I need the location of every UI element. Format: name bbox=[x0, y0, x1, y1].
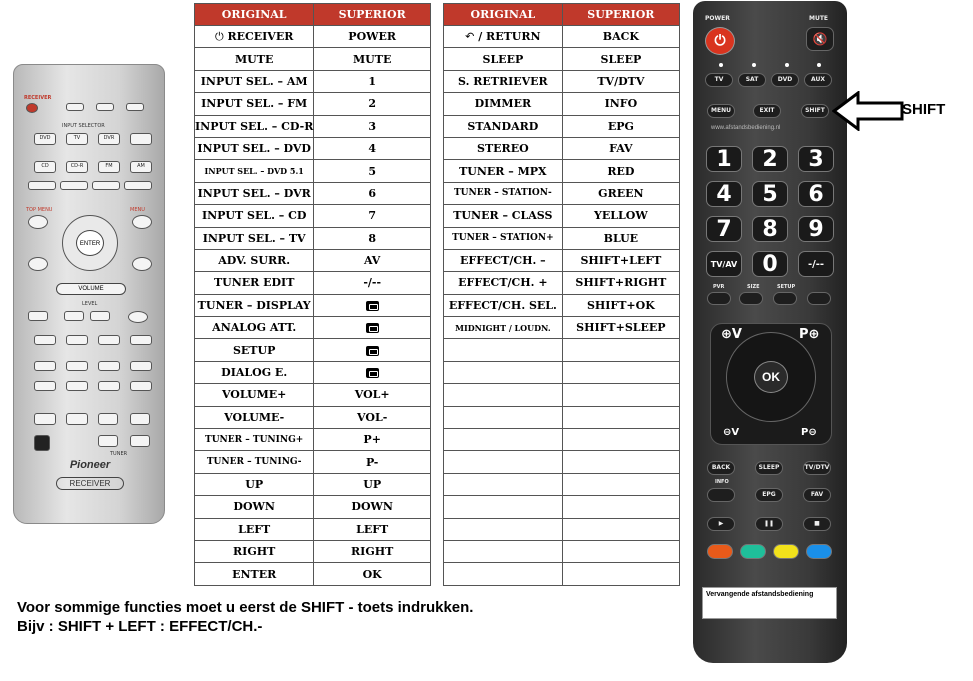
superior-cell: 5 bbox=[314, 160, 431, 182]
header-superior: SUPERIOR bbox=[562, 4, 679, 26]
superior-cell: GREEN bbox=[562, 182, 679, 204]
original-cell: TUNER – STATION- bbox=[444, 182, 563, 204]
table-row bbox=[444, 48, 680, 70]
table-row bbox=[444, 160, 680, 182]
empty-cell bbox=[444, 496, 563, 518]
original-cell: INPUT SEL. – CD bbox=[195, 205, 314, 227]
table-row bbox=[195, 115, 431, 137]
original-cell: INPUT SEL. – TV bbox=[195, 227, 314, 249]
table-row bbox=[444, 272, 680, 294]
empty-cell bbox=[444, 563, 563, 585]
pvr-label: PVR bbox=[713, 284, 725, 290]
stop-key: ■ bbox=[803, 517, 831, 531]
tuning-plus-key bbox=[98, 413, 118, 425]
tuner-edit-key bbox=[28, 257, 48, 271]
superior-cell: EPG bbox=[562, 115, 679, 137]
original-remote-image bbox=[13, 64, 165, 524]
ok-key: OK bbox=[754, 361, 788, 393]
exit-key: EXIT bbox=[753, 104, 781, 118]
original-cell: ENTER bbox=[195, 563, 314, 585]
original-cell: SLEEP bbox=[444, 48, 563, 70]
shift-key-original bbox=[34, 413, 56, 425]
pause-key bbox=[98, 361, 120, 371]
note-line-1: Voor sommige functies moet u eerst de SHIFT - toets indrukken. bbox=[17, 599, 474, 616]
table-row bbox=[444, 317, 680, 339]
header-original: ORIGINAL bbox=[195, 4, 314, 26]
original-cell: DIMMER bbox=[444, 93, 563, 115]
original-cell: TUNER – STATION+ bbox=[444, 227, 563, 249]
volume-minus-text: V bbox=[731, 427, 740, 438]
digit-key-6: 6 bbox=[798, 181, 834, 207]
header-original: ORIGINAL bbox=[444, 4, 563, 26]
digit-key-4: 4 bbox=[706, 181, 742, 207]
table-row bbox=[195, 339, 431, 361]
empty-cell bbox=[562, 451, 679, 473]
original-cell: TUNER – MPX bbox=[444, 160, 563, 182]
input-key-dvr: DVR bbox=[98, 133, 120, 145]
superior-cell: 1 bbox=[314, 70, 431, 92]
table-row-empty bbox=[444, 518, 680, 540]
superior-cell bbox=[314, 339, 431, 361]
table-row bbox=[444, 182, 680, 204]
shift-callout-label: SHIFT bbox=[902, 101, 946, 118]
empty-cell bbox=[562, 361, 679, 383]
table-row bbox=[444, 93, 680, 115]
empty-cell bbox=[444, 540, 563, 562]
power-label: POWER bbox=[705, 15, 730, 22]
empty-cell bbox=[562, 406, 679, 428]
original-cell: MIDNIGHT / LOUDN. bbox=[444, 317, 563, 339]
epg-key: EPG bbox=[755, 488, 783, 502]
digit-key-2: 2 bbox=[752, 146, 788, 172]
empty-cell bbox=[562, 473, 679, 495]
empty-cell bbox=[562, 518, 679, 540]
original-cell: INPUT SEL. – AM bbox=[195, 70, 314, 92]
volume-plus-text: V bbox=[731, 327, 742, 342]
rewind-key bbox=[34, 361, 56, 371]
digit-key-1: 1 bbox=[706, 146, 742, 172]
original-cell: VOLUME+ bbox=[195, 384, 314, 406]
menu-label: MENU bbox=[130, 207, 145, 213]
digit-key-7: 7 bbox=[706, 216, 742, 242]
superior-cell: AV bbox=[314, 249, 431, 271]
empty-cell bbox=[562, 540, 679, 562]
led-dot bbox=[719, 63, 723, 67]
superior-cell bbox=[314, 317, 431, 339]
source-key-tv: TV bbox=[705, 73, 733, 87]
header-superior: SUPERIOR bbox=[314, 4, 431, 26]
superior-cell: TV/DTV bbox=[562, 70, 679, 92]
mute-label: MUTE bbox=[809, 15, 829, 22]
input-key-dvd: DVD bbox=[34, 133, 56, 145]
original-cell: VOLUME- bbox=[195, 406, 314, 428]
original-cell: INPUT SEL. – DVD bbox=[195, 137, 314, 159]
play-key: ▶ bbox=[707, 517, 735, 531]
table-row bbox=[444, 115, 680, 137]
superior-cell: VOL+ bbox=[314, 384, 431, 406]
setup-label: SETUP bbox=[777, 284, 796, 290]
table-row bbox=[195, 272, 431, 294]
ch-plus-key bbox=[98, 335, 120, 345]
mapping-table-right bbox=[443, 3, 680, 586]
table-row bbox=[195, 429, 431, 451]
tuner-label: TUNER bbox=[110, 451, 128, 457]
next-key bbox=[98, 381, 120, 391]
original-cell: EFFECT/CH. + bbox=[444, 272, 563, 294]
input-key-cd: CD bbox=[34, 161, 56, 173]
tvdtv-key: TV/DTV bbox=[803, 461, 831, 475]
table-row-empty bbox=[444, 429, 680, 451]
original-cell: INPUT SEL. – CD-R bbox=[195, 115, 314, 137]
mpx-key bbox=[66, 413, 88, 425]
original-cell: STANDARD bbox=[444, 115, 563, 137]
volume-minus-label: ⊖V bbox=[723, 427, 740, 438]
tuning-minus-key bbox=[98, 435, 118, 447]
menu-key bbox=[132, 215, 152, 229]
superior-cell: INFO bbox=[562, 93, 679, 115]
setup-key bbox=[773, 292, 797, 305]
table-row bbox=[444, 205, 680, 227]
table-row bbox=[444, 227, 680, 249]
original-cell: LEFT bbox=[195, 518, 314, 540]
mapping-table-left bbox=[194, 3, 431, 586]
digit-key-9: 9 bbox=[798, 216, 834, 242]
table-row bbox=[195, 451, 431, 473]
back-key: BACK bbox=[707, 461, 735, 475]
original-cell: TUNER EDIT bbox=[195, 272, 314, 294]
yellow-key bbox=[773, 544, 799, 559]
superior-cell: SLEEP bbox=[562, 48, 679, 70]
top-menu-label: TOP MENU bbox=[26, 207, 53, 213]
size-key-icon bbox=[366, 323, 379, 333]
empty-cell bbox=[444, 361, 563, 383]
superior-cell: 4 bbox=[314, 137, 431, 159]
volume-plus-label: ⊕V bbox=[721, 327, 742, 342]
model-badge: RECEIVER bbox=[56, 477, 124, 490]
table-row bbox=[195, 70, 431, 92]
led-dot bbox=[785, 63, 789, 67]
digit-key-8: 8 bbox=[752, 216, 788, 242]
table-row bbox=[195, 26, 431, 48]
enter-key: ENTER bbox=[76, 230, 104, 256]
superior-cell: DOWN bbox=[314, 496, 431, 518]
superior-cell: P+ bbox=[314, 429, 431, 451]
superior-cell: 6 bbox=[314, 182, 431, 204]
empty-cell bbox=[444, 518, 563, 540]
original-cell: DOWN bbox=[195, 496, 314, 518]
original-cell: EFFECT/CH. – bbox=[444, 249, 563, 271]
level-plus-key bbox=[90, 311, 110, 321]
adv-surr-key bbox=[60, 181, 88, 190]
original-cell: RIGHT bbox=[195, 540, 314, 562]
table-row bbox=[195, 496, 431, 518]
table-row-empty bbox=[444, 361, 680, 383]
red-key bbox=[707, 544, 733, 559]
input-key-am: AM bbox=[130, 161, 152, 173]
top-menu-key bbox=[28, 215, 48, 229]
dash-key: -/-- bbox=[798, 251, 834, 277]
empty-cell bbox=[444, 429, 563, 451]
superior-cell: RED bbox=[562, 160, 679, 182]
table-row bbox=[444, 70, 680, 92]
table-row bbox=[195, 406, 431, 428]
receiver-power-key bbox=[26, 103, 38, 113]
empty-cell bbox=[562, 563, 679, 585]
info-key bbox=[707, 488, 735, 502]
level-minus-key bbox=[64, 311, 84, 321]
table-row bbox=[444, 249, 680, 271]
empty-cell bbox=[444, 406, 563, 428]
table-row bbox=[195, 473, 431, 495]
audio-key bbox=[130, 335, 152, 345]
fav-key: FAV bbox=[803, 488, 831, 502]
pause-key: ❚❚ bbox=[755, 517, 783, 531]
original-cell bbox=[444, 26, 563, 48]
superior-cell: -/-- bbox=[314, 272, 431, 294]
dvd-power-key bbox=[34, 335, 56, 345]
superior-cell: VOL- bbox=[314, 406, 431, 428]
empty-cell bbox=[444, 451, 563, 473]
empty-cell bbox=[562, 384, 679, 406]
table-row bbox=[195, 93, 431, 115]
original-cell: S. RETRIEVER bbox=[444, 70, 563, 92]
original-cell: TUNER – TUNING- bbox=[195, 451, 314, 473]
disp-key bbox=[130, 381, 152, 391]
original-cell: TUNER – DISPLAY bbox=[195, 294, 314, 316]
superior-cell: BACK bbox=[562, 26, 679, 48]
size-key bbox=[739, 292, 763, 305]
table-row-empty bbox=[444, 406, 680, 428]
analog-att-key bbox=[126, 103, 144, 111]
play-key bbox=[66, 361, 88, 371]
superior-cell: OK bbox=[314, 563, 431, 585]
original-cell: INPUT SEL. – FM bbox=[195, 93, 314, 115]
table-row bbox=[195, 317, 431, 339]
original-cell: TUNER – TUNING+ bbox=[195, 429, 314, 451]
superior-cell: 8 bbox=[314, 227, 431, 249]
original-cell: DIALOG E. bbox=[195, 361, 314, 383]
replacement-remote-image bbox=[693, 1, 847, 663]
table-row bbox=[195, 563, 431, 585]
return-icon: ↶ bbox=[465, 30, 475, 44]
green-key bbox=[740, 544, 766, 559]
empty-cell bbox=[444, 473, 563, 495]
prev-key bbox=[34, 381, 56, 391]
table-row-empty bbox=[444, 339, 680, 361]
superior-cell: UP bbox=[314, 473, 431, 495]
original-cell: STEREO bbox=[444, 137, 563, 159]
receiver-key-label: RECEIVER bbox=[24, 95, 52, 101]
subtitle-key-icon bbox=[366, 368, 379, 378]
replacement-sticker: Vervangende afstandsbediening bbox=[702, 587, 837, 619]
input-key-cdr: CD-R bbox=[66, 161, 88, 173]
sleep-key: SLEEP bbox=[755, 461, 783, 475]
superior-cell: SHIFT+LEFT bbox=[562, 249, 679, 271]
led-dot bbox=[752, 63, 756, 67]
source-key-sat: SAT bbox=[738, 73, 766, 87]
original-cell: INPUT SEL. – DVR bbox=[195, 182, 314, 204]
blue-key bbox=[806, 544, 832, 559]
pioneer-logo: Pioneer bbox=[69, 459, 111, 471]
level-label: LEVEL bbox=[82, 301, 98, 307]
shift-note bbox=[17, 598, 473, 636]
led-dot bbox=[817, 63, 821, 67]
note-line-2: Bijv : SHIFT + LEFT : EFFECT/CH.- bbox=[17, 618, 263, 635]
superior-cell: SHIFT+SLEEP bbox=[562, 317, 679, 339]
volume-rocker: VOLUME bbox=[56, 283, 126, 295]
setup-key-icon bbox=[366, 346, 379, 356]
table-row bbox=[195, 361, 431, 383]
station-minus-key bbox=[130, 435, 150, 447]
table-row-empty bbox=[444, 451, 680, 473]
mute-key: 🔇 bbox=[806, 27, 834, 51]
table-row-empty bbox=[444, 473, 680, 495]
shift-key: SHIFT bbox=[801, 104, 829, 118]
table-row bbox=[195, 227, 431, 249]
original-cell: UP bbox=[195, 473, 314, 495]
power-key: ⏻ bbox=[705, 27, 735, 55]
subtitle-key bbox=[807, 292, 831, 305]
table-row bbox=[195, 48, 431, 70]
size-label: SIZE bbox=[747, 284, 760, 290]
superior-cell: 7 bbox=[314, 205, 431, 227]
display-key-icon bbox=[366, 301, 379, 311]
superior-cell: MUTE bbox=[314, 48, 431, 70]
website-text: www.afstandsbediening.nl bbox=[711, 125, 781, 131]
original-cell: MUTE bbox=[195, 48, 314, 70]
source-key-dvd: DVD bbox=[771, 73, 799, 87]
table-row bbox=[195, 137, 431, 159]
superior-cell: 3 bbox=[314, 115, 431, 137]
input-selector-label: INPUT SELECTOR bbox=[62, 123, 105, 129]
original-cell: TUNER – CLASS bbox=[444, 205, 563, 227]
superior-cell: SHIFT+OK bbox=[562, 294, 679, 316]
program-minus-text: P bbox=[801, 427, 809, 438]
empty-cell bbox=[562, 496, 679, 518]
station-plus-key bbox=[130, 413, 150, 425]
empty-cell bbox=[562, 339, 679, 361]
table-row bbox=[195, 518, 431, 540]
stereo-key bbox=[92, 181, 120, 190]
shift-arrow-icon bbox=[832, 91, 904, 131]
superior-cell: POWER bbox=[314, 26, 431, 48]
stop-key bbox=[66, 381, 88, 391]
effect-key bbox=[28, 311, 48, 321]
digit-key-3: 3 bbox=[798, 146, 834, 172]
table-row bbox=[444, 294, 680, 316]
table-row bbox=[444, 26, 680, 48]
table-row bbox=[444, 137, 680, 159]
input-key-bd bbox=[130, 133, 152, 145]
mute-key bbox=[128, 311, 148, 323]
superior-cell: FAV bbox=[562, 137, 679, 159]
forward-key bbox=[130, 361, 152, 371]
table-row-empty bbox=[444, 563, 680, 585]
superior-cell: SHIFT+RIGHT bbox=[562, 272, 679, 294]
return-key bbox=[132, 257, 152, 271]
program-plus-label: P⊕ bbox=[799, 327, 820, 342]
empty-cell bbox=[562, 429, 679, 451]
original-cell: EFFECT/CH. SEL. bbox=[444, 294, 563, 316]
power-icon: ⏻ bbox=[214, 29, 224, 43]
table-row bbox=[195, 205, 431, 227]
sleep-key bbox=[66, 103, 84, 111]
table-row bbox=[195, 182, 431, 204]
superior-cell: P- bbox=[314, 451, 431, 473]
superior-cell: 2 bbox=[314, 93, 431, 115]
original-cell bbox=[195, 26, 314, 48]
program-minus-label: P⊖ bbox=[801, 427, 817, 438]
table-row-empty bbox=[444, 384, 680, 406]
table-row bbox=[195, 540, 431, 562]
table-row bbox=[195, 160, 431, 182]
digit-key-5: 5 bbox=[752, 181, 788, 207]
source-key-aux: AUX bbox=[804, 73, 832, 87]
s-retriever-key bbox=[124, 181, 152, 190]
ch-minus-key bbox=[66, 335, 88, 345]
input-key-tv: TV bbox=[66, 133, 88, 145]
superior-cell: BLUE bbox=[562, 227, 679, 249]
table-row bbox=[195, 294, 431, 316]
superior-cell: YELLOW bbox=[562, 205, 679, 227]
program-plus-text: P bbox=[799, 327, 809, 342]
tvav-key: TV/AV bbox=[706, 251, 742, 277]
display-key bbox=[707, 292, 731, 305]
table-row-empty bbox=[444, 540, 680, 562]
digit-key-0: 0 bbox=[752, 251, 788, 277]
original-cell-text: RECEIVER bbox=[227, 29, 294, 43]
menu-key: MENU bbox=[707, 104, 735, 118]
superior-cell: LEFT bbox=[314, 518, 431, 540]
info-label: INFO bbox=[715, 479, 729, 485]
dimmer-key bbox=[96, 103, 114, 111]
input-key-fm: FM bbox=[98, 161, 120, 173]
superior-cell bbox=[314, 361, 431, 383]
original-cell: ADV. SURR. bbox=[195, 249, 314, 271]
table-row bbox=[195, 384, 431, 406]
superior-cell bbox=[314, 294, 431, 316]
standard-key bbox=[28, 181, 56, 190]
original-cell: INPUT SEL. – DVD 5.1 bbox=[195, 160, 314, 182]
tuner-key bbox=[34, 435, 50, 451]
original-cell: SETUP bbox=[195, 339, 314, 361]
original-cell-text: / RETURN bbox=[478, 30, 541, 44]
table-row bbox=[195, 249, 431, 271]
empty-cell bbox=[444, 384, 563, 406]
superior-cell: RIGHT bbox=[314, 540, 431, 562]
empty-cell bbox=[444, 339, 563, 361]
table-row-empty bbox=[444, 496, 680, 518]
original-cell: ANALOG ATT. bbox=[195, 317, 314, 339]
